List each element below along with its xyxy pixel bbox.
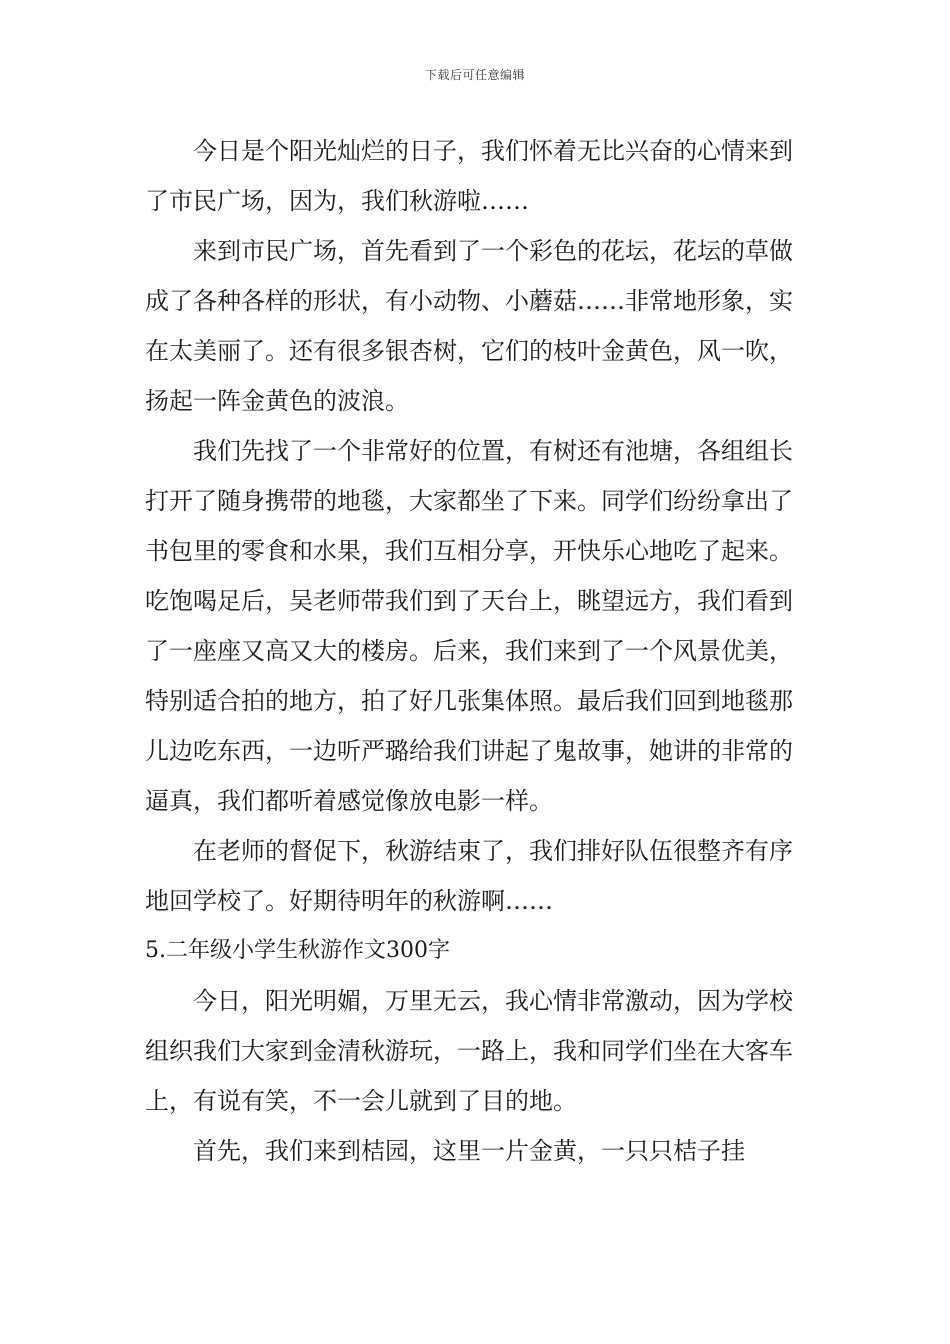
paragraph: 在老师的督促下，秋游结束了，我们排好队伍很整齐有序地回学校了。好期待明年的秋游啊……	[145, 837, 793, 915]
paragraph: 我们先找了一个非常好的位置，有树还有池塘，各组组长打开了随身携带的地毯，大家都坐了下来。同学们纷纷拿出了书包里的零食和水果，我们互相分享，开快乐心地吃了起来。吃饱喝足后，吴老师带我们到了天台上，眺望远方，我们看到了一座座又高又大的楼房。后来，我们来到了一个风景优美，特别适合拍的地方，拍了好几张集体照。最后我们回到地毯那儿边吃东西，一边听严璐给我们讲起了鬼故事，她讲的非常的逼真，我们都听着感觉像放电影一样。	[145, 437, 793, 815]
paragraph: 今日，阳光明媚，万里无云，我心情非常激动，因为学校组织我们大家到金清秋游玩，一路上，我和同学们坐在大客车上，有说有笑，不一会儿就到了目的地。	[145, 987, 793, 1115]
section-heading: 5.二年级小学生秋游作文300字	[145, 938, 450, 963]
paragraph: 来到市民广场，首先看到了一个彩色的花坛，花坛的草做成了各种各样的形状，有小动物、小蘑菇……非常地形象，实在太美丽了。还有很多银杏树，它们的枝叶金黄色，风一吹，扬起一阵金黄色的波浪。	[145, 237, 793, 415]
paragraph: 首先，我们来到桔园，这里一片金黄，一只只桔子挂	[193, 1137, 745, 1165]
paragraph: 今日是个阳光灿烂的日子，我们怀着无比兴奋的心情来到了市民广场，因为，我们秋游啦……	[145, 137, 793, 215]
page-header: 下载后可任意编辑	[424, 68, 525, 82]
document-body	[145, 126, 810, 1176]
